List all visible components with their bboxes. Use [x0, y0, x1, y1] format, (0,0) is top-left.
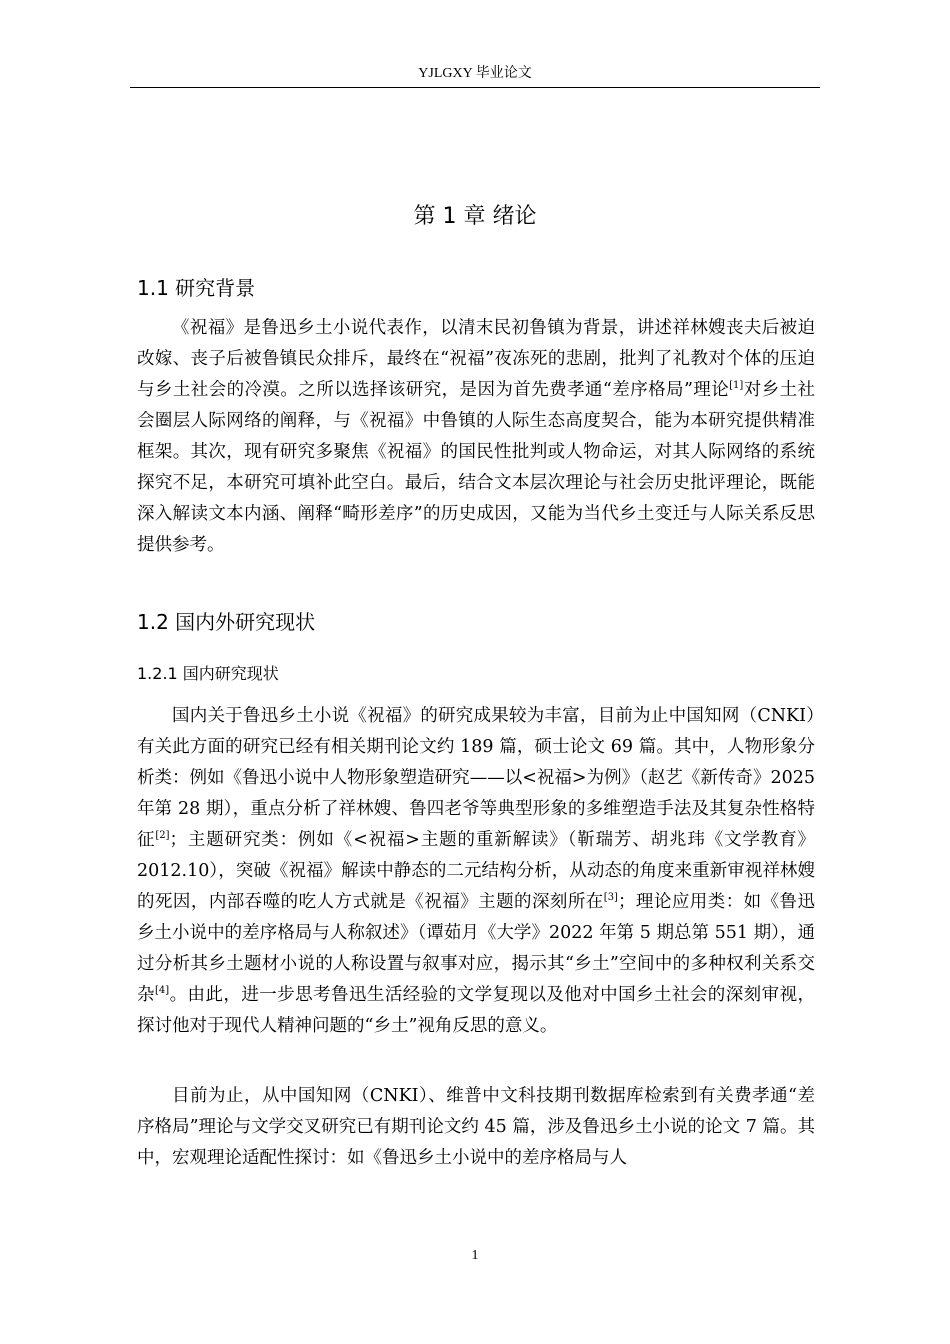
subsection-heading-1-2-1: 1.2.1 国内研究现状	[137, 664, 279, 683]
paragraph-text: 目前为止，从中国知网（CNKI）、维普中文科技期刊数据库检索到有关费孝通“差序格局”理论与文学交叉研究已有期刊论文约 45 篇，涉及鲁迅乡土小说的论文 7 篇。其中，宏观理论适配性探讨：如《鲁迅乡土小说中的差序格局与人	[137, 1086, 815, 1168]
citation-ref-2: [2]	[155, 830, 170, 842]
running-header: YJLGXY 毕业论文	[418, 66, 532, 81]
header-divider	[130, 87, 820, 88]
section-heading-1-2: 1.2 国内外研究现状	[137, 610, 316, 634]
paragraph-text: 国内关于鲁迅乡土小说《祝福》的研究成果较为丰富，目前为止中国知网（CNKI）有关此方面的研究已经有相关期刊论文约 189 篇，硕士论文 69 篇。其中，人物形象分析类：例如《鲁迅小说中人物形象塑造研究——以<祝福>为例》（赵艺《新传奇》2025 年第 28 期），重点分析了祥林嫂、鲁四老爷等典型形象的多维塑造手法及其复杂性格特征	[137, 706, 815, 850]
citation-ref-1: [1]	[729, 380, 744, 392]
paragraph-chaxu-geju-research	[137, 1081, 815, 1174]
chapter-title: 第 1 章 绪论	[413, 204, 537, 229]
section-heading-1-1: 1.1 研究背景	[137, 276, 256, 300]
citation-ref-4: [4]	[154, 985, 170, 997]
citation-ref-3: [3]	[603, 892, 618, 904]
paragraph-text: ；理论应用类：如《鲁迅乡土小说中的差序格局与人称叙述》（谭茹月《大学》2022 年第 5 期总第 551 期），通过分析其乡土题材小说的人称设置与叙事对应，揭示其“乡土”空间中的多种权利关系交杂	[137, 892, 816, 1005]
paragraph-domestic-research	[137, 701, 815, 1042]
paragraph-text: 。由此，进一步思考鲁迅生活经验的文学复现以及他对中国乡土社会的深刻审视，探讨他对于现代人精神问题的“乡土”视角反思的意义。	[137, 985, 816, 1036]
paragraph-text: 对乡土社会圈层人际网络的阐释，与《祝福》中鲁镇的人际生态高度契合，能为本研究提供精准框架。其次，现有研究多聚焦《祝福》的国民性批判或人物命运，对其人际网络的系统探究不足，本研究可填补此空白。最后，结合文本层次理论与社会历史批评理论，既能深入解读文本内涵、阐释“畸形差序”的历史成因，又能为当代乡土变迁与人际关系反思提供参考。	[137, 380, 816, 555]
paragraph-research-background	[137, 313, 815, 561]
page-number: 1	[471, 1248, 479, 1263]
paragraph-text: 《祝福》是鲁迅乡土小说代表作，以清末民初鲁镇为背景，讲述祥林嫂丧夫后被迫改嫁、丧子后被鲁镇民众排斥，最终在“祝福”夜冻死的悲剧，批判了礼教对个体的压迫与乡土社会的冷漠。之所以选择该研究，是因为首先费孝通“差序格局”理论	[137, 318, 815, 400]
paragraph-text: ；主题研究类：例如《<祝福>主题的重新解读》（靳瑞芳、胡兆玮《文学教育》2012.10），突破《祝福》解读中静态的二元结构分析，从动态的角度来重新审视祥林嫂的死因，内部吞噬的吃人方式就是《祝福》主题的深刻所在	[137, 830, 816, 912]
